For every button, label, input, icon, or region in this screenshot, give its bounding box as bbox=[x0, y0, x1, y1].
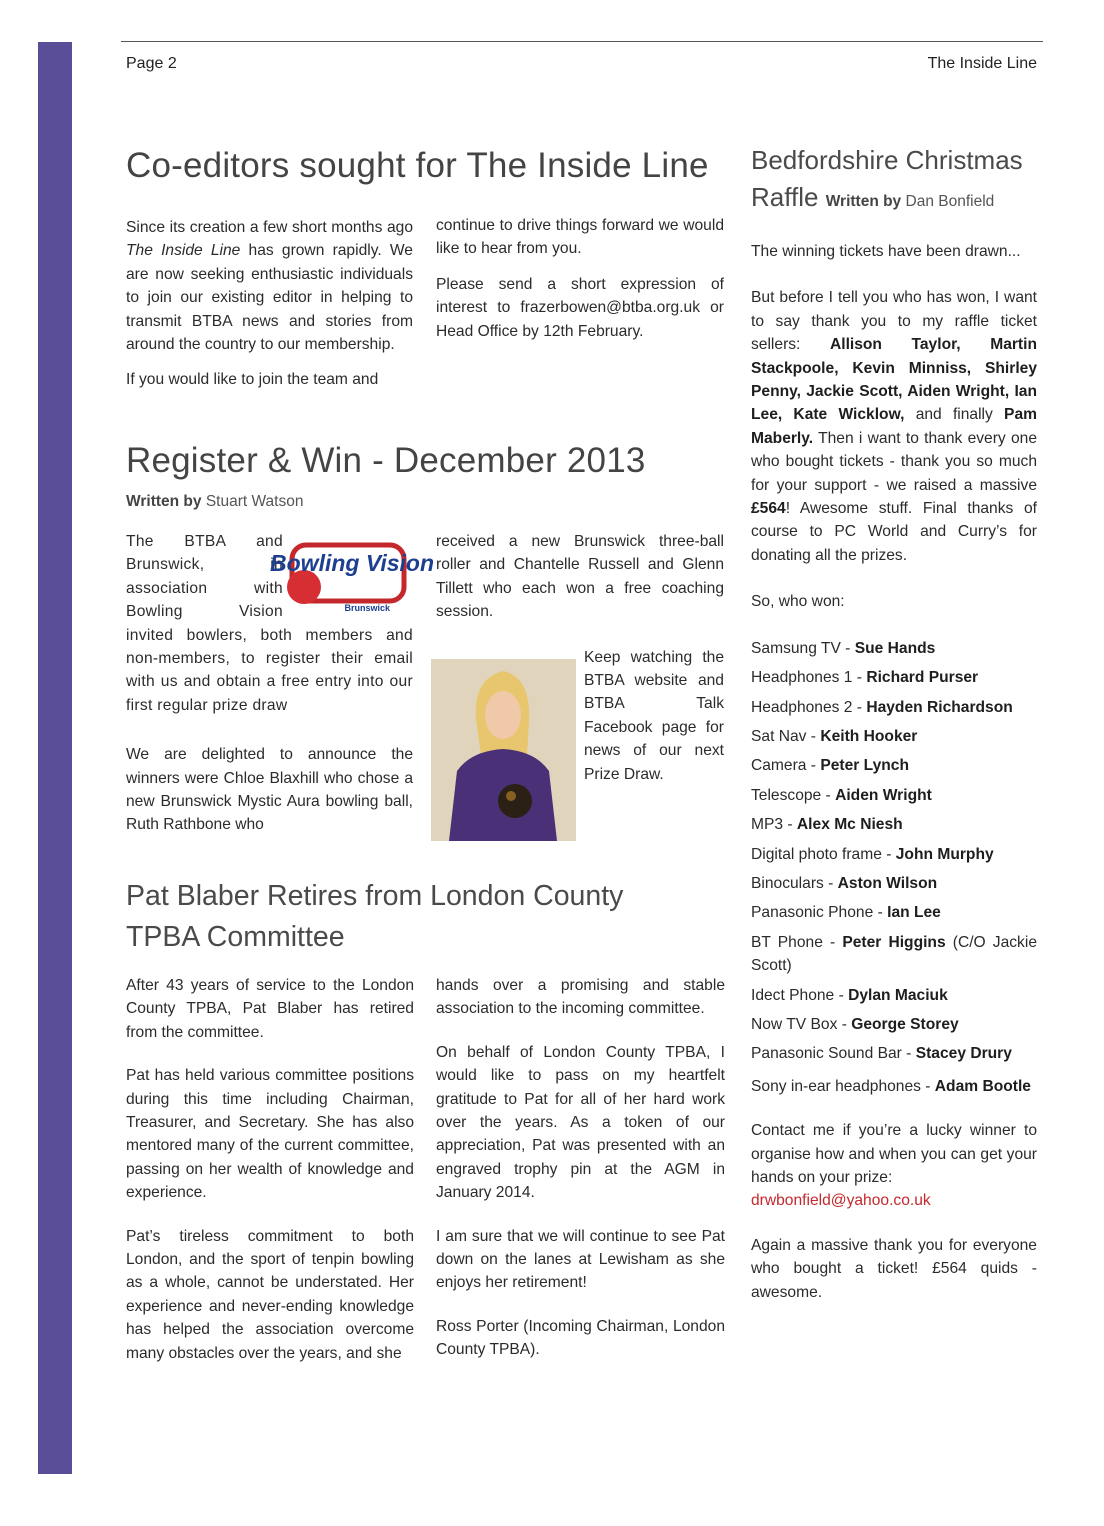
retire-paragraph: On behalf of London County TPBA, I would like to pass on my heartfelt gratitude to Pat for all of her hard work over the years. As a token of our appreciation, Pat was presented with an engraved trophy pin at the AGM in January 2014. bbox=[436, 1043, 725, 1202]
bowling-vision-logo bbox=[270, 541, 434, 615]
register-title: Register & Win - December 2013 bbox=[126, 441, 646, 480]
prize-item: Binoculars - Aston Wilson bbox=[751, 874, 938, 892]
prize-item: Now TV Box - George Storey bbox=[751, 1015, 959, 1033]
sidebar-accent-bar bbox=[38, 42, 72, 1474]
prize-item: Headphones 2 - Hayden Richardson bbox=[751, 698, 1013, 716]
prize-item: BT Phone - Peter Higgins (C/O Jackie Scott) bbox=[751, 933, 1037, 975]
prize-item: Samsung TV - Sue Hands bbox=[751, 639, 936, 657]
coeditors-col2 bbox=[436, 214, 724, 343]
raffle-title: Bedfordshire Christmas Raffle Written by Dan Bonfield bbox=[751, 145, 1023, 212]
register-paragraph: We are delighted to announce the winners were Chloe Blaxhill who chose a new Brunswick Mystic Aura bowling ball, Ruth Rathbone who bbox=[126, 746, 413, 834]
raffle-thanks: But before I tell you who has won, I want to say thank you to my raffle ticket sellers: Allison Taylor, Martin Stackpoole, Kevin Minniss, Shirley Penny, Jackie Scott, Aiden Wright, Ian Lee, Kate Wicklow, and finally Pam Maberly. Then i want to thank every one who bought tickets - thank you so much for your support - we raised a massive £564! Awesome stuff. Final thanks of course to PC World and Curry’s for donating all the prizes. bbox=[751, 289, 1037, 564]
logo-subtext: Brunswick bbox=[344, 603, 390, 613]
winner-photo bbox=[431, 659, 576, 841]
raffle-closing: Again a massive thank you for everyone who bought a ticket! £564 quids - awesome. bbox=[751, 1236, 1037, 1301]
retire-paragraph: hands over a promising and stable association to the incoming committee. bbox=[436, 977, 725, 1018]
coeditors-paragraph: If you would like to join the team and bbox=[126, 371, 379, 389]
prize-item: Digital photo frame - John Murphy bbox=[751, 845, 994, 863]
prize-item: Panasonic Sound Bar - Stacey Drury bbox=[751, 1045, 1012, 1063]
retire-title: Pat Blaber Retires from London County TPBA Committee bbox=[126, 880, 624, 953]
register-byline: Written by Stuart Watson bbox=[126, 493, 304, 510]
header-rule bbox=[121, 41, 1043, 42]
retire-paragraph: I am sure that we will continue to see Pat down on the lanes at Lewisham as she enjoys her retirement! bbox=[436, 1227, 725, 1292]
prize-item: MP3 - Alex Mc Niesh bbox=[751, 816, 903, 834]
prize-item: Idect Phone - Dylan Maciuk bbox=[751, 986, 948, 1004]
coeditors-title: Co-editors sought for The Inside Line bbox=[126, 146, 709, 185]
contact-email-link[interactable]: drwbonfield@yahoo.co.uk bbox=[751, 1192, 931, 1210]
retire-signature: Ross Porter (Incoming Chairman, London County TPBA). bbox=[436, 1317, 725, 1359]
prize-item: Telescope - Aiden Wright bbox=[751, 786, 932, 804]
coeditors-paragraph: Since its creation a few short months ago The Inside Line has grown rapidly. We are now seeking enthusiastic individuals to join our existing editor in helping to transmit BTBA news and stories from around the country to our membership. bbox=[126, 219, 413, 354]
raffle-who-won: So, who won: bbox=[751, 593, 845, 611]
publication-title: The Inside Line bbox=[927, 55, 1037, 72]
page-number: Page 2 bbox=[126, 55, 177, 72]
register-paragraph: The BTBA and Brunswick, in association with Bowling Vision invited bowlers, both members and non-members, to register their email with us and obtain a free entry into our first regular prize draw bbox=[126, 533, 413, 714]
coeditors-col1 bbox=[126, 216, 413, 392]
retire-paragraph: Pat has held various committee positions during this time including Chairman, Treasurer, and Secretary. She has also mentored many of the current committee, passing on her wealth of knowledge and experience. bbox=[126, 1067, 414, 1202]
retire-paragraph: After 43 years of service to the London County TPBA, Pat Blaber has retired from the committee. bbox=[126, 977, 414, 1041]
raffle-column bbox=[751, 142, 1037, 1304]
raffle-byline: Written by Dan Bonfield bbox=[825, 193, 995, 210]
raffle-intro: The winning tickets have been drawn... bbox=[751, 243, 1021, 260]
prize-item: Camera - Peter Lynch bbox=[751, 757, 910, 775]
coeditors-paragraph: continue to drive things forward we would like to hear from you. bbox=[436, 217, 724, 258]
retire-col1 bbox=[126, 974, 414, 1365]
prize-item: Headphones 1 - Richard Purser bbox=[751, 669, 979, 687]
logo-text: Bowling Vision bbox=[270, 550, 434, 576]
raffle-contact: Contact me if you’re a lucky winner to organise how and when you can get your hands on your prize: drwbonfield@yahoo.co.uk bbox=[751, 1122, 1037, 1210]
prize-item: Sony in-ear headphones - Adam Bootle bbox=[751, 1077, 1031, 1095]
prize-item: Panasonic Phone - Ian Lee bbox=[751, 904, 941, 922]
prize-item: Sat Nav - Keith Hooker bbox=[751, 727, 918, 745]
retire-col2 bbox=[436, 974, 725, 1362]
register-paragraph: Keep watching the BTBA website and BTBA Talk Facebook page for news of our next Prize Draw. bbox=[584, 648, 724, 783]
coeditors-contact-paragraph: Please send a short expression of interest to frazerbowen@btba.org.uk or Head Office by 12th February. bbox=[436, 275, 724, 340]
raffle-amount: £564 bbox=[751, 500, 786, 518]
prize-list bbox=[751, 634, 1037, 1102]
retire-paragraph: Pat’s tireless commitment to both London, and the sport of tenpin bowling as a whole, cannot be understated. Her experience and never-ending knowledge has helped the association overcome many obstacles over the years, and she bbox=[126, 1227, 414, 1362]
register-paragraph: received a new Brunswick three-ball roller and Chantelle Russell and Glenn Tillett who each won a free coaching session. bbox=[436, 533, 724, 621]
